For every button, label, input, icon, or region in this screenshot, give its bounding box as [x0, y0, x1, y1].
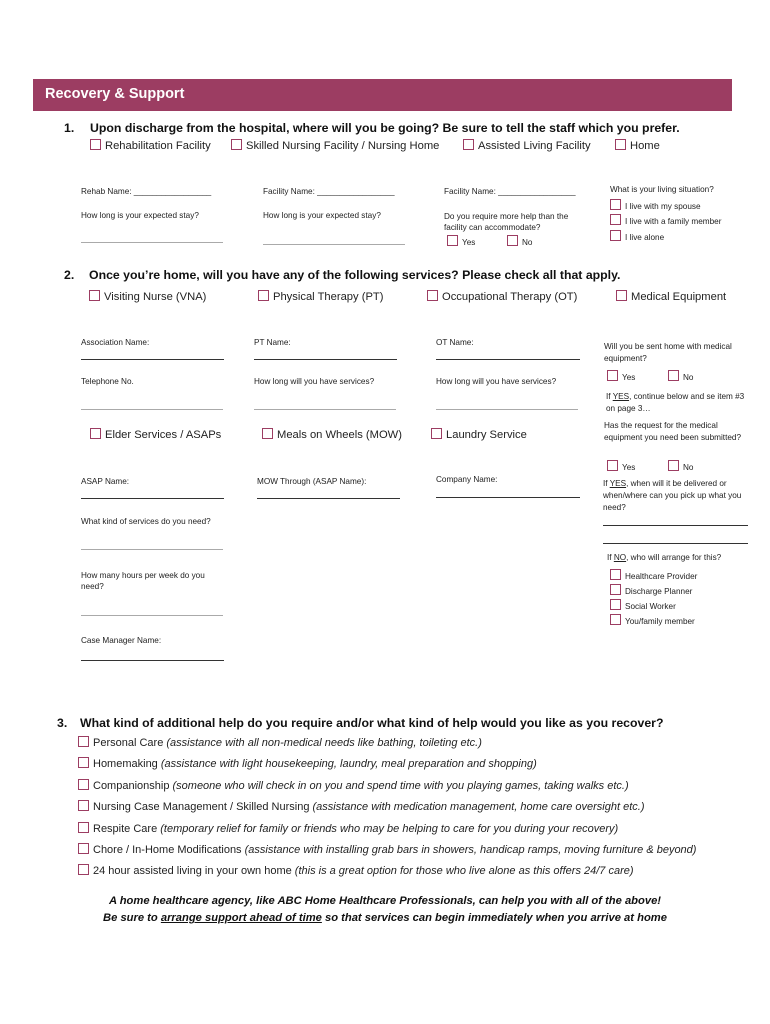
checkbox-icon[interactable] [610, 199, 621, 210]
q1-number: 1. [64, 121, 75, 135]
equipment-no-option[interactable]: No [668, 370, 693, 382]
checkbox-icon[interactable] [431, 428, 442, 439]
footer-line-1: A home healthcare agency, like ABC Home Healthcare Professionals, can help you with all of the above! [108, 895, 662, 907]
q3-text: What kind of additional help do you require and/or what kind of help would you like as you recover? [80, 716, 664, 730]
company-name-label: Company Name: [436, 475, 498, 484]
snf-stay-label: How long is your expected stay? [263, 211, 381, 220]
pt-duration-line[interactable] [254, 409, 396, 410]
help-personal-care[interactable]: Personal Care (assistance with all non-medical needs like bathing, toileting etc.) [78, 736, 482, 749]
service-vna[interactable]: Visiting Nurse (VNA) [89, 290, 206, 303]
what-services-label: What kind of services do you need? [81, 517, 211, 526]
q2-text: Once you’re home, will you have any of the following services? Please check all that apply. [89, 268, 621, 282]
arrange-you-family[interactable]: You/family member [610, 614, 695, 626]
help-24-hour-living[interactable]: 24 hour assisted living in your own home (this is a great option for those who live alone as this offers 24/7 care) [78, 864, 634, 877]
section-title: Recovery & Support [45, 86, 185, 102]
checkbox-icon[interactable] [610, 599, 621, 610]
help-respite-care[interactable]: Respite Care (temporary relief for family or friends who may be helping to care for you during your recovery) [78, 822, 618, 835]
checkbox-icon[interactable] [78, 736, 89, 747]
what-services-line[interactable] [81, 549, 223, 550]
arrange-social-worker[interactable]: Social Worker [610, 599, 676, 611]
pt-name-line[interactable] [254, 359, 397, 360]
snf-stay-line[interactable] [263, 244, 405, 245]
section-banner [33, 79, 732, 111]
checkbox-icon[interactable] [610, 569, 621, 580]
request-yes-option[interactable]: Yes [607, 460, 635, 472]
hours-week-line[interactable] [81, 615, 223, 616]
q3-number: 3. [57, 716, 68, 730]
checkbox-icon[interactable] [78, 864, 89, 875]
rehab-name-field[interactable]: Rehab Name: _________________ [81, 187, 212, 196]
hours-week-label: How many hours per week do you need? [81, 571, 205, 591]
checkbox-icon[interactable] [90, 139, 101, 150]
checkbox-icon[interactable] [78, 822, 89, 833]
checkbox-icon[interactable] [78, 779, 89, 790]
checkbox-icon[interactable] [231, 139, 242, 150]
asap-name-line[interactable] [81, 498, 224, 499]
telephone-label: Telephone No. [81, 377, 134, 386]
arrange-discharge-planner[interactable]: Discharge Planner [610, 584, 692, 596]
q1-option-rehab[interactable]: Rehabilitation Facility [90, 139, 211, 152]
association-name-label: Association Name: [81, 338, 150, 347]
delivery-question: If YES, when will it be delivered or when/where can you pick up what you need? [603, 479, 742, 512]
checkbox-icon[interactable] [427, 290, 438, 301]
living-spouse-option[interactable]: I live with my spouse [610, 199, 701, 211]
checkbox-icon[interactable] [463, 139, 474, 150]
checkbox-icon[interactable] [447, 235, 458, 246]
arrange-healthcare-provider[interactable]: Healthcare Provider [610, 569, 697, 581]
request-question: Has the request for the medical equipment you need been submitted? [604, 421, 742, 442]
alf-name-field[interactable]: Facility Name: _________________ [444, 187, 576, 196]
arrange-question: If NO, who will arrange for this? [607, 553, 722, 562]
q1-option-alf[interactable]: Assisted Living Facility [463, 139, 591, 152]
living-situation-label: What is your living situation? [610, 185, 714, 194]
service-elder-asap[interactable]: Elder Services / ASAPs [90, 428, 221, 441]
case-manager-label: Case Manager Name: [81, 636, 162, 645]
checkbox-icon[interactable] [607, 460, 618, 471]
checkbox-icon[interactable] [78, 843, 89, 854]
service-medical-equipment[interactable]: Medical Equipment [616, 290, 726, 303]
telephone-line[interactable] [81, 409, 223, 410]
checkbox-icon[interactable] [610, 614, 621, 625]
equipment-question: Will you be sent home with medical equipment? [604, 342, 732, 363]
pt-name-label: PT Name: [254, 338, 291, 347]
checkbox-icon[interactable] [610, 230, 621, 241]
ot-duration-line[interactable] [436, 409, 578, 410]
snf-name-field[interactable]: Facility Name: _________________ [263, 187, 395, 196]
checkbox-icon[interactable] [507, 235, 518, 246]
checkbox-icon[interactable] [610, 214, 621, 225]
help-chore-modifications[interactable]: Chore / In-Home Modifications (assistance with installing grab bars in showers, handicap ramps, moving furniture & beyond) [78, 843, 696, 856]
service-pt[interactable]: Physical Therapy (PT) [258, 290, 383, 303]
ot-duration-label: How long will you have services? [436, 377, 557, 386]
pt-duration-label: How long will you have services? [254, 377, 375, 386]
mow-through-line[interactable] [257, 498, 400, 499]
alf-yes-option[interactable]: Yes [447, 235, 475, 247]
living-family-option[interactable]: I live with a family member [610, 214, 721, 226]
checkbox-icon[interactable] [616, 290, 627, 301]
checkbox-icon[interactable] [262, 428, 273, 439]
checkbox-icon[interactable] [668, 460, 679, 471]
delivery-line-2[interactable] [603, 543, 748, 544]
help-nursing-case-management[interactable]: Nursing Case Management / Skilled Nursing (assistance with medication management, home care oversight etc.) [78, 800, 645, 813]
checkbox-icon[interactable] [607, 370, 618, 381]
q1-option-snf[interactable]: Skilled Nursing Facility / Nursing Home [231, 139, 439, 152]
footer-line-2: Be sure to arrange support ahead of time so that services can begin immediately when you arrive at home [103, 912, 667, 924]
help-companionship[interactable]: Companionship (someone who will check in on you and spend time with you playing games, taking walks etc.) [78, 779, 629, 792]
checkbox-icon[interactable] [78, 800, 89, 811]
q2-number: 2. [64, 268, 75, 282]
equipment-yes-note: If YES, continue below and se item #3 on page 3… [606, 392, 745, 413]
q1-option-home[interactable]: Home [615, 139, 660, 152]
association-name-line[interactable] [81, 359, 224, 360]
checkbox-icon[interactable] [258, 290, 269, 301]
rehab-stay-label: How long is your expected stay? [81, 211, 199, 220]
alf-no-option[interactable]: No [507, 235, 532, 247]
service-laundry[interactable]: Laundry Service [431, 428, 527, 441]
checkbox-icon[interactable] [610, 584, 621, 595]
checkbox-icon[interactable] [90, 428, 101, 439]
checkbox-icon[interactable] [668, 370, 679, 381]
help-homemaking[interactable]: Homemaking (assistance with light housekeeping, laundry, meal preparation and shopping) [78, 757, 537, 770]
checkbox-icon[interactable] [89, 290, 100, 301]
checkbox-icon[interactable] [615, 139, 626, 150]
ot-name-label: OT Name: [436, 338, 474, 347]
alf-help-label: Do you require more help than the facility can accommodate? [444, 212, 569, 232]
case-manager-line[interactable] [81, 660, 224, 661]
rehab-stay-line[interactable] [81, 242, 223, 243]
delivery-line-1[interactable] [603, 525, 748, 526]
request-no-option[interactable]: No [668, 460, 693, 472]
equipment-yes-option[interactable]: Yes [607, 370, 635, 382]
q1-text: Upon discharge from the hospital, where will you be going? Be sure to tell the staff which you prefer. [90, 121, 680, 135]
service-mow[interactable]: Meals on Wheels (MOW) [262, 428, 402, 441]
service-ot[interactable]: Occupational Therapy (OT) [427, 290, 577, 303]
living-alone-option[interactable]: I live alone [610, 230, 664, 242]
asap-name-label: ASAP Name: [81, 477, 130, 486]
ot-name-line[interactable] [436, 359, 580, 360]
checkbox-icon[interactable] [78, 757, 89, 768]
mow-through-label: MOW Through (ASAP Name): [257, 477, 367, 486]
company-name-line[interactable] [436, 497, 580, 498]
